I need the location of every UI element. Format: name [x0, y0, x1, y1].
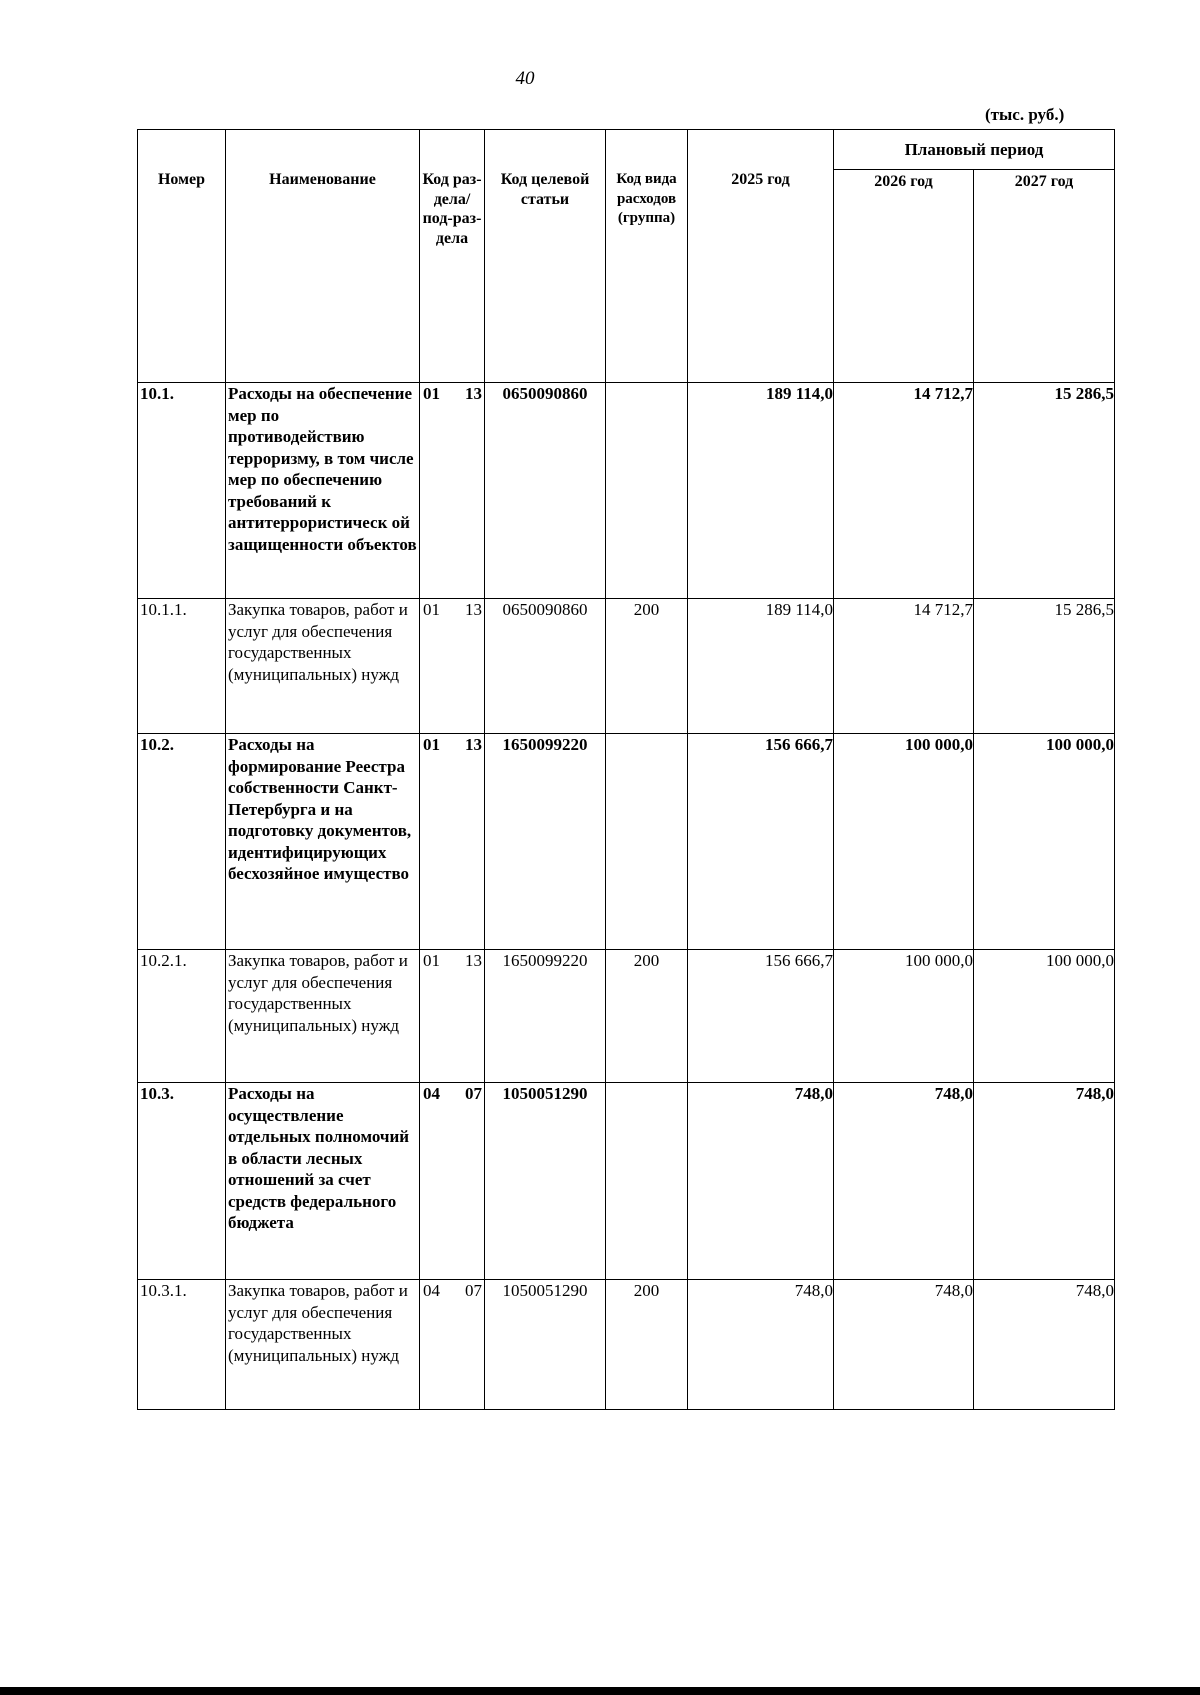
row-value-2025: 156 666,7 [688, 734, 834, 950]
scan-border [0, 1687, 1200, 1695]
row-number: 10.3.1. [138, 1280, 226, 1410]
row-number: 10.3. [138, 1083, 226, 1280]
table-body [138, 383, 1115, 1410]
row-value-2027: 15 286,5 [974, 383, 1115, 599]
row-name: Расходы на формирование Реестра собственности Санкт-Петербурга и на подготовку документов, идентифицирующих бесхозяйное имущество [226, 734, 420, 950]
subsection-code: 13 [465, 384, 482, 403]
row-name: Закупка товаров, работ и услуг для обеспечения государственных (муниципальных) нужд [226, 950, 420, 1083]
section-code: 01 [423, 600, 440, 619]
section-code: 01 [423, 384, 440, 403]
table-row [138, 383, 1115, 599]
table-row [138, 599, 1115, 734]
table-header [138, 130, 1115, 383]
row-target-code: 0650090860 [485, 599, 606, 734]
subsection-code: 07 [465, 1281, 482, 1300]
row-section-code [420, 950, 485, 1083]
row-value-2025: 156 666,7 [688, 950, 834, 1083]
row-section-code [420, 599, 485, 734]
row-value-2026: 100 000,0 [834, 950, 974, 1083]
row-target-code: 1050051290 [485, 1083, 606, 1280]
row-expense-group [606, 383, 688, 599]
row-value-2027: 100 000,0 [974, 950, 1115, 1083]
row-value-2027: 15 286,5 [974, 599, 1115, 734]
header-target-code: Код целевой статьи [485, 130, 606, 383]
subsection-code: 13 [465, 600, 482, 619]
row-value-2026: 100 000,0 [834, 734, 974, 950]
section-code: 04 [423, 1281, 440, 1300]
row-value-2025: 748,0 [688, 1083, 834, 1280]
row-expense-group: 200 [606, 1280, 688, 1410]
table-row [138, 1280, 1115, 1410]
row-name: Закупка товаров, работ и услуг для обеспечения государственных (муниципальных) нужд [226, 599, 420, 734]
row-section-code [420, 1083, 485, 1280]
subsection-code: 13 [465, 951, 482, 970]
row-value-2025: 189 114,0 [688, 383, 834, 599]
row-number: 10.1. [138, 383, 226, 599]
row-expense-group [606, 734, 688, 950]
row-value-2026: 748,0 [834, 1083, 974, 1280]
header-expense-group: Код вида расходов (группа) [606, 130, 688, 383]
units-label: (тыс. руб.) [985, 105, 1065, 124]
row-value-2026: 14 712,7 [834, 383, 974, 599]
row-target-code: 1650099220 [485, 734, 606, 950]
header-section-code: Код раз-дела/ под-раз-дела [420, 130, 485, 383]
header-name: Наименование [226, 130, 420, 383]
row-value-2025: 748,0 [688, 1280, 834, 1410]
row-value-2027: 748,0 [974, 1083, 1115, 1280]
row-section-code [420, 1280, 485, 1410]
row-value-2027: 100 000,0 [974, 734, 1115, 950]
page-number: 40 [515, 68, 535, 89]
row-section-code [420, 734, 485, 950]
row-number: 10.2. [138, 734, 226, 950]
header-year-2025: 2025 год [688, 130, 834, 383]
row-name: Расходы на осуществление отдельных полномочий в области лесных отношений за счет средств федерального бюджета [226, 1083, 420, 1280]
table-row [138, 950, 1115, 1083]
budget-table [137, 129, 1115, 1410]
row-expense-group: 200 [606, 599, 688, 734]
section-code: 01 [423, 951, 440, 970]
row-number: 10.2.1. [138, 950, 226, 1083]
row-section-code [420, 383, 485, 599]
header-planned-period: Плановый период [834, 130, 1115, 170]
row-value-2026: 748,0 [834, 1280, 974, 1410]
row-name: Закупка товаров, работ и услуг для обеспечения государственных (муниципальных) нужд [226, 1280, 420, 1410]
row-target-code: 1050051290 [485, 1280, 606, 1410]
header-year-2026: 2026 год [834, 170, 974, 383]
row-expense-group: 200 [606, 950, 688, 1083]
section-code: 04 [423, 1084, 440, 1103]
row-value-2026: 14 712,7 [834, 599, 974, 734]
row-name: Расходы на обеспечение мер по противодействию терроризму, в том числе мер по обеспечению требований к антитеррористическ ой защищенности объектов [226, 383, 420, 599]
row-number: 10.1.1. [138, 599, 226, 734]
subsection-code: 13 [465, 735, 482, 754]
row-target-code: 0650090860 [485, 383, 606, 599]
row-value-2027: 748,0 [974, 1280, 1115, 1410]
section-code: 01 [423, 735, 440, 754]
row-value-2025: 189 114,0 [688, 599, 834, 734]
table-row [138, 1083, 1115, 1280]
row-expense-group [606, 1083, 688, 1280]
row-target-code: 1650099220 [485, 950, 606, 1083]
header-year-2027: 2027 год [974, 170, 1115, 383]
header-number: Номер [138, 130, 226, 383]
table-row [138, 734, 1115, 950]
subsection-code: 07 [465, 1084, 482, 1103]
